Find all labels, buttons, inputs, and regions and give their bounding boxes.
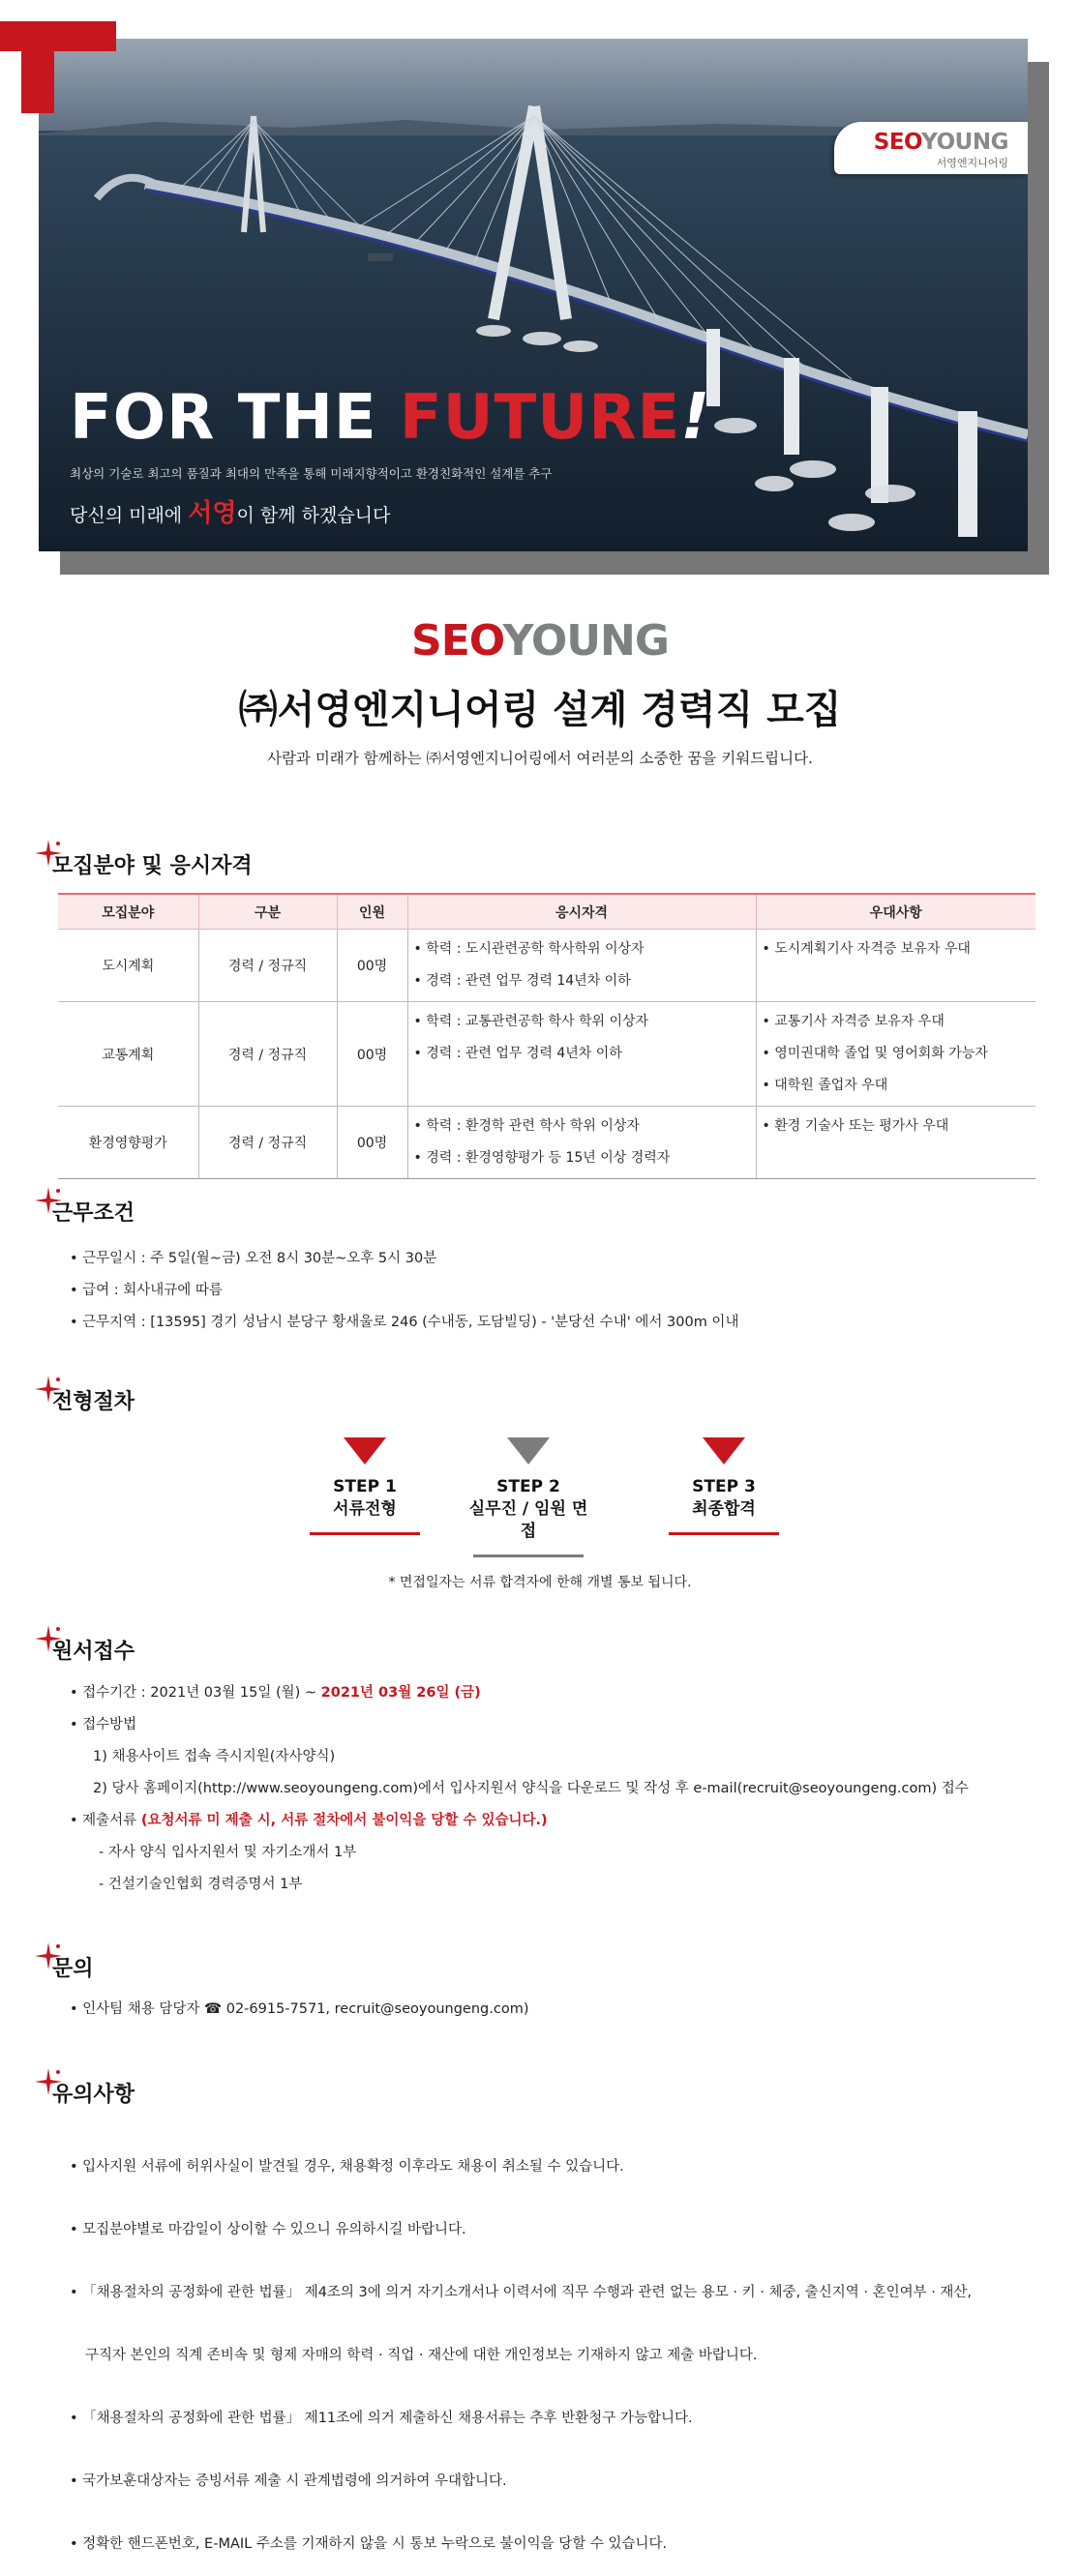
section-apply xyxy=(39,1635,135,1670)
table-cell-type: 경력 / 정규직 xyxy=(198,930,337,1002)
step-underline xyxy=(310,1532,420,1535)
process-step-2 xyxy=(465,1437,591,1557)
list-item: • 「채용절차의 공정화에 관한 법률」 제4조의 3에 의거 자기소개서나 이력서에 직무 수행과 관련 없는 용모 · 키 · 체중, 출신지역 · 혼인여부 · 재산, xyxy=(70,2285,973,2300)
table-header-row xyxy=(58,894,1035,930)
table-row xyxy=(58,930,1035,1002)
list-item: • 국가보훈대상자는 증빙서류 제출 시 관계법령에 의거하여 우대합니다. xyxy=(70,2473,507,2489)
badge-logo: SEOYOUNG xyxy=(873,130,1008,155)
step-marker-icon xyxy=(507,1437,550,1465)
section-contact xyxy=(39,1952,94,1987)
corner-accent xyxy=(21,21,54,113)
badge-company-name: 서영엔지니어링 xyxy=(936,157,1008,169)
hero-tagline: 당신의 미래에 서영이 함께 하겠습니다 xyxy=(70,499,391,528)
hero-title: FOR THE FUTURE! xyxy=(70,379,711,454)
list-item: • 근무일시 : 주 5일(월~금) 오전 8시 30분~오후 5시 30분 xyxy=(70,1251,437,1266)
table-cell-count: 00명 xyxy=(337,1002,407,1107)
list-item: • 접수기간 : 2021년 03월 15일 (월) ~ 2021년 03월 26일 (금) xyxy=(70,1685,481,1701)
section-title: 모집분야 및 응시자격 xyxy=(39,849,253,884)
company-logo: SEOYOUNG xyxy=(411,616,669,666)
section-work xyxy=(39,1197,135,1231)
sparkle-icon xyxy=(33,2066,64,2097)
process-step-1 xyxy=(302,1437,428,1535)
hero-subtitle: 최상의 기술로 최고의 품질과 최대의 만족을 통해 미래지향적이고 환경친화적인 설계를 추구 xyxy=(70,466,553,481)
notes-list xyxy=(70,2120,972,2576)
hero-banner xyxy=(0,0,1080,580)
table-cell-preference: • 교통기사 자격증 보유자 우대 • 영미권대학 졸업 및 영어회화 가능자 • 대학원 졸업자 우대 xyxy=(756,1002,1035,1107)
step-name: 최종합격 xyxy=(692,1499,756,1519)
page-subtitle: 사람과 미래가 함께하는 ㈜서영엔지니어링에서 여러분의 소중한 꿈을 키워드립니다. xyxy=(266,750,813,767)
step-name: 서류전형 xyxy=(333,1499,397,1519)
hero-image xyxy=(39,39,1028,551)
section-title: 원서접수 xyxy=(39,1635,135,1670)
step-number: STEP 2 xyxy=(496,1477,560,1496)
page-title: ㈜서영엔지니어링 설계 경력직 모집 xyxy=(238,688,842,732)
list-item: • 「채용절차의 공정화에 관한 법률」 제11조에 의거 제출하신 채용서류는 추후 반환청구 가능합니다. xyxy=(70,2411,693,2426)
table-cell-preference: • 도시계획기사 자격증 보유자 우대 xyxy=(756,930,1035,1002)
process-step-3 xyxy=(661,1437,787,1535)
step-name: 실무진 / 임원 면접 xyxy=(468,1499,588,1541)
corner-accent xyxy=(0,21,116,51)
list-item: • 제출서류 (요청서류 미 제출 시, 서류 절차에서 불이익을 당할 수 있습니다.) xyxy=(70,1813,548,1828)
list-item: 구직자 본인의 직계 존비속 및 형제 자매의 학력 · 직업 · 재산에 대한 개인정보는 기재하지 않고 제출 바랍니다. xyxy=(85,2348,758,2363)
sparkle-icon xyxy=(33,838,64,869)
table-header: 인원 xyxy=(337,894,407,930)
hero-logo-badge xyxy=(834,122,1028,174)
contact-list xyxy=(70,1994,529,2026)
list-item: • 급여 : 회사내규에 따름 xyxy=(70,1283,223,1298)
list-item: - 건설기술인협회 경력증명서 1부 xyxy=(99,1877,303,1892)
section-title: 문의 xyxy=(39,1952,94,1987)
list-item: 1) 채용사이트 접속 즉시지원(자사양식) xyxy=(93,1749,336,1764)
table-cell-count: 00명 xyxy=(337,930,407,1002)
table-cell-count: 00명 xyxy=(337,1107,407,1179)
table-cell-field: 교통계획 xyxy=(58,1002,198,1107)
list-item: • 접수방법 xyxy=(70,1717,137,1732)
work-list xyxy=(70,1243,738,1339)
step-underline xyxy=(473,1554,584,1557)
table-row xyxy=(58,1002,1035,1107)
section-notes xyxy=(39,2078,135,2113)
sparkle-icon xyxy=(33,1940,64,1971)
table-cell-qualification: • 학력 : 도시관련공학 학사학위 이상자 • 경력 : 관련 업무 경력 14년차 이하 xyxy=(407,930,756,1002)
section-recruit xyxy=(39,849,253,884)
table-header: 구분 xyxy=(198,894,337,930)
step-number: STEP 1 xyxy=(333,1477,397,1496)
table-cell-field: 도시계획 xyxy=(58,930,198,1002)
sparkle-icon xyxy=(33,1374,64,1405)
table-cell-preference: • 환경 기술사 또는 평가사 우대 xyxy=(756,1107,1035,1179)
list-item: 2) 당사 홈페이지(http://www.seoyoungeng.com)에서 입사지원서 양식을 다운로드 및 작성 후 e-mail(recruit@seoyoungeng.com) 접수 xyxy=(93,1781,969,1796)
table-header: 우대사항 xyxy=(756,894,1035,930)
table-header: 응시자격 xyxy=(407,894,756,930)
table-cell-field: 환경영향평가 xyxy=(58,1107,198,1179)
section-title: 전형절차 xyxy=(39,1385,135,1420)
table-cell-qualification: • 학력 : 환경학 관련 학사 학위 이상자 • 경력 : 환경영향평가 등 15년 이상 경력자 xyxy=(407,1107,756,1179)
table-row xyxy=(58,1107,1035,1179)
process-note: * 면접일자는 서류 합격자에 한해 개별 통보 됩니다. xyxy=(388,1575,692,1590)
list-item: • 정확한 핸드폰번호, E-MAIL 주소를 기재하지 않을 시 통보 누락으로 불이익을 당할 수 있습니다. xyxy=(70,2536,668,2552)
step-marker-icon xyxy=(703,1437,745,1465)
sparkle-icon xyxy=(33,1185,64,1216)
list-item: • 입사지원 서류에 허위사실이 발견될 경우, 채용확정 이후라도 채용이 취소될 수 있습니다. xyxy=(70,2159,624,2175)
step-marker-icon xyxy=(344,1437,386,1465)
section-process xyxy=(39,1385,135,1420)
sparkle-icon xyxy=(33,1623,64,1654)
apply-list xyxy=(70,1677,969,1901)
list-item: • 근무지역 : [13595] 경기 성남시 분당구 황새울로 246 (수내동, 도담빌딩) - '분당선 수내' 에서 300m 이내 xyxy=(70,1315,739,1330)
table-cell-qualification: • 학력 : 교통관련공학 학사 학위 이상자 • 경력 : 관련 업무 경력 4년차 이하 xyxy=(407,1002,756,1107)
table-cell-type: 경력 / 정규직 xyxy=(198,1107,337,1179)
list-item: • 모집분야별로 마감일이 상이할 수 있으니 유의하시길 바랍니다. xyxy=(70,2222,466,2237)
table-header: 모집분야 xyxy=(58,894,198,930)
step-number: STEP 3 xyxy=(692,1477,756,1496)
section-title: 유의사항 xyxy=(39,2078,135,2113)
list-item: • 인사팀 채용 담당자 ☎ 02-6915-7571, recruit@seoyoungeng.com) xyxy=(70,2001,529,2017)
list-item: - 자사 양식 입사지원서 및 자기소개서 1부 xyxy=(99,1845,357,1860)
table-cell-type: 경력 / 정규직 xyxy=(198,1002,337,1107)
section-title: 근무조건 xyxy=(39,1197,135,1231)
step-underline xyxy=(669,1532,779,1535)
recruit-table xyxy=(58,893,1035,1179)
